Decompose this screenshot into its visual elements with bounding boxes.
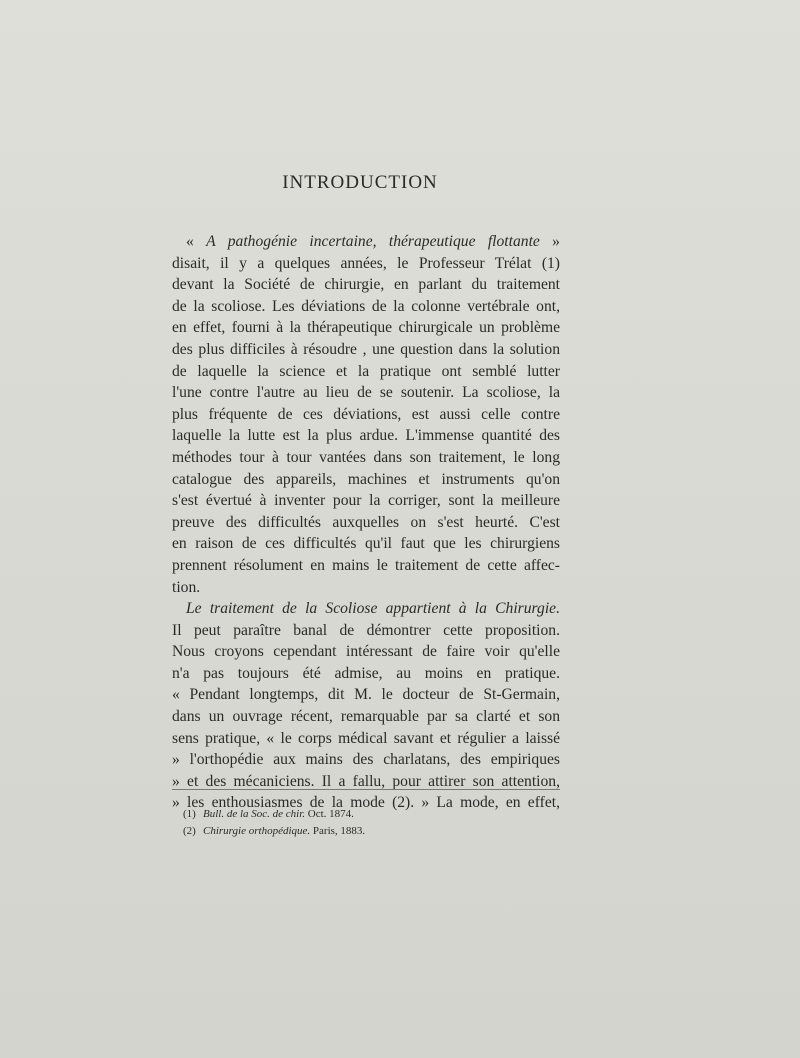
text-line: l'une contre l'autre au lieu de se soutenir. La scoliose, la [172,384,560,402]
text-line: tion. [172,578,201,596]
footnote-number: (1) [183,808,196,820]
text-line: Nous croyons cependant intéressant de faire voir qu'elle [172,643,560,661]
text-line: » l'orthopédie aux mains des charlatans, des empiriques [172,751,560,769]
text-line: s'est évertué à inventer pour la corriger, sont la meilleure [172,492,560,510]
footnote-1 [183,806,563,823]
opening-quote-italic: A pathogénie incertaine, thérapeutique flottante [206,233,540,250]
text-line: de la scoliose. Les déviations de la colonne vertébrale ont, [172,297,560,315]
footnote-divider [172,789,560,790]
text-line: en raison de ces difficultés qu'il faut que les chirurgiens [172,535,560,553]
text-line: en effet, fourni à la thérapeutique chirurgicale un problème [172,319,560,337]
footnote-detail: Oct. 1874. [305,808,354,820]
text-line: laquelle la lutte est la plus ardue. L'immense quantité des [172,427,560,445]
footnote-2 [183,823,563,840]
text-line: preuve des difficultés auxquelles on s'est heurté. C'est [172,513,560,531]
text-line: méthodes tour à tour vantées dans son traitement, le long [172,448,560,466]
paragraph-1-line-1 [172,231,560,253]
footnote-detail: Paris, 1883. [310,825,366,837]
main-text [172,231,560,814]
text-line: » les enthousiasmes de la mode (2). » La mode, en effet, [172,794,560,812]
text-line: plus fréquente de ces déviations, est aussi celle contre [172,405,560,423]
text-line: catalogue des appareils, machines et instruments qu'on [172,470,560,488]
text-line: » et des mécaniciens. Il a fallu, pour attirer son attention, [172,772,560,790]
text-line: des plus difficiles à résoudre , une question dans la solution [172,340,560,358]
text-line: de laquelle la science et la pratique ont semblé lutter [172,362,560,380]
text-line: n'a pas toujours été admise, au moins en pratique. [172,664,560,682]
footnote-number: (2) [183,825,196,837]
footnote-source: Bull. de la Soc. de chir. [203,808,306,820]
footnote-source: Chirurgie orthopédique. [203,825,311,837]
page-title: INTRODUCTION [282,172,438,193]
paragraph-2-heading: Le traitement de la Scoliose appartient à la Chirurgie. [186,600,560,618]
text-line: sens pratique, « le corps médical savant et régulier a laissé [172,729,560,747]
text-line: Il peut paraître banal de démontrer cette proposition. [172,621,560,639]
text-line: devant la Société de chirurgie, en parlant du traitement [172,276,560,294]
footnotes [183,806,563,840]
text-line: « Pendant longtemps, dit M. le docteur de St-Germain, [172,686,560,704]
text-line: disait, il y a quelques années, le Professeur Trélat (1) [172,254,560,272]
quote-close: » [539,233,560,250]
quote-open: « [186,233,207,250]
text-line: dans un ouvrage récent, remarquable par sa clarté et son [172,708,560,726]
text-line: prennent résolument en mains le traitement de cette affec- [172,556,560,574]
